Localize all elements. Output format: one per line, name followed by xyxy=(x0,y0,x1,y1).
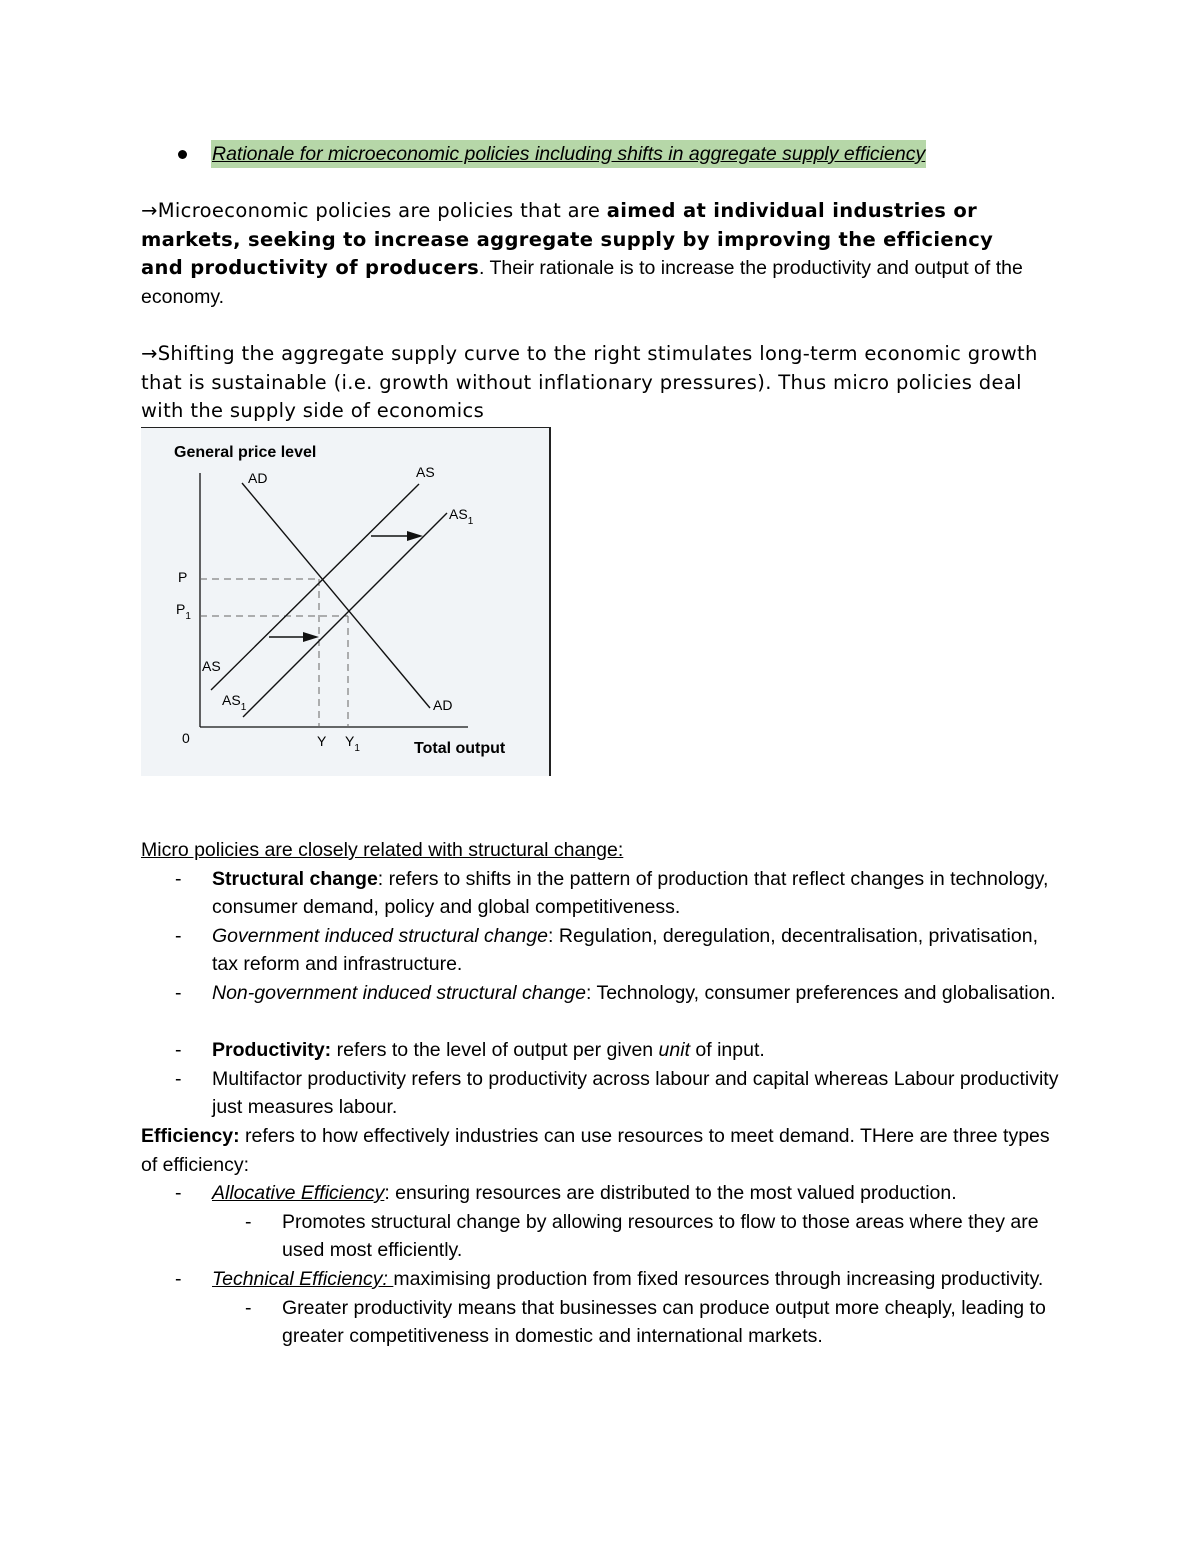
list-item xyxy=(141,922,1061,979)
y1-tick-label xyxy=(345,733,360,754)
sub-list-item xyxy=(141,1208,1061,1265)
list-item xyxy=(141,1036,1061,1065)
definition-text: refers to how effectively industries can use resources to meet demand. THere are three types of efficiency: xyxy=(141,1124,1050,1176)
as1-label-bottom xyxy=(222,692,247,713)
diagram-svg xyxy=(141,428,549,776)
sub-list-item xyxy=(141,1294,1061,1351)
term-government-induced: Government induced structural change xyxy=(212,924,549,947)
spacer xyxy=(141,1008,1061,1037)
term-technical-efficiency: Technical Efficiency: xyxy=(212,1267,394,1290)
as-label-top: AS xyxy=(416,464,435,480)
arrow-head-lower-icon xyxy=(303,632,319,642)
para1-text-start: Microeconomic policies are policies that are xyxy=(157,199,607,222)
origin-label: 0 xyxy=(182,730,190,746)
sub-item-text: Greater productivity means that businesses can produce output more cheaply, leading to greater competitiveness in domestic and international markets. xyxy=(282,1296,1046,1348)
dash-glyph: - xyxy=(245,1296,252,1319)
dash-glyph: - xyxy=(245,1210,252,1233)
dash-glyph: - xyxy=(175,1039,182,1062)
term-structural-change: Structural change xyxy=(212,867,378,890)
section-title-text: Micro policies are closely related with structural change: xyxy=(141,839,624,861)
dash-glyph: - xyxy=(175,1067,182,1090)
ad-label-bottom: AD xyxy=(433,697,453,713)
as-label-bottom: AS xyxy=(202,658,221,674)
paragraph-shifting-supply: →Shifting the aggregate supply curve to the right stimulates long-term economic growth that is sustainable (i.e. growth without inflationary pressures). Thus micro policies deal with the supply side of economics xyxy=(141,342,1038,423)
dash-glyph: - xyxy=(175,867,182,890)
definition-text: : Technology, consumer preferences and globalisation. xyxy=(585,981,1056,1004)
as1-bottom-sub: 1 xyxy=(240,702,247,713)
p1-main: P xyxy=(176,601,186,617)
multifactor-text: Multifactor productivity refers to productivity across labour and capital whereas Labour productivity just measures labour. xyxy=(212,1067,1059,1119)
as-ad-diagram xyxy=(141,427,551,776)
list-item xyxy=(141,1065,1061,1122)
list-item xyxy=(141,865,1061,922)
structural-change-section xyxy=(141,836,1061,1351)
y-tick-label: Y xyxy=(317,733,327,749)
italic-word: unit xyxy=(658,1039,690,1062)
term-efficiency: Efficiency: xyxy=(141,1124,240,1147)
as1-bottom-main: AS xyxy=(222,692,241,708)
term-non-government-induced: Non-government induced structural change xyxy=(212,981,586,1004)
definition-text: : Regulation, deregulation, decentralisation, privatisation, tax reform and infrastructure. xyxy=(212,924,1038,976)
section-title xyxy=(141,836,1061,865)
p-tick-label: P xyxy=(178,569,188,585)
definition-text: refers to the level of output per given xyxy=(331,1039,659,1062)
list-item xyxy=(141,1179,1061,1208)
bullet-icon xyxy=(178,150,187,159)
para1-bold-text: aimed at individual industries or markets, seeking to increase aggregate supply by improving the efficiency and productivity of producers xyxy=(141,199,994,280)
list-item xyxy=(141,1265,1061,1294)
list-item xyxy=(141,979,1061,1008)
term-allocative-efficiency: Allocative Efficiency xyxy=(212,1182,385,1205)
as1-label-top xyxy=(449,506,474,527)
p1-sub: 1 xyxy=(185,611,191,622)
para1-text-end: . Their rationale is to increase the productivity and output of the economy. xyxy=(141,257,1023,308)
ad-label-top: AD xyxy=(248,470,268,486)
dash-glyph: - xyxy=(175,1182,182,1205)
as-curve xyxy=(211,484,419,690)
x-axis-title: Total output xyxy=(414,740,506,757)
y1-main: Y xyxy=(345,733,355,749)
as1-top-main: AS xyxy=(449,506,468,522)
sub-item-text: Promotes structural change by allowing resources to flow to those areas where they are used most efficiently. xyxy=(282,1210,1039,1262)
efficiency-paragraph xyxy=(141,1122,1061,1179)
dash-glyph: - xyxy=(175,1267,182,1290)
arrow-glyph: → xyxy=(141,199,158,222)
definition-text: : ensuring resources are distributed to the most valued production. xyxy=(384,1182,957,1205)
dash-glyph: - xyxy=(175,924,182,947)
as1-top-sub: 1 xyxy=(467,516,474,527)
y1-sub: 1 xyxy=(354,743,360,754)
y-axis-title: General price level xyxy=(174,444,317,461)
definition-text: : refers to shifts in the pattern of production that reflect changes in technology, consumer demand, policy and global competitiveness. xyxy=(212,867,1049,919)
definition-text: maximising production from fixed resources through increasing productivity. xyxy=(393,1267,1044,1290)
definition-text-end: of input. xyxy=(690,1039,765,1062)
as1-curve xyxy=(240,513,447,717)
heading-text: Rationale for microeconomic policies including shifts in aggregate supply efficiency xyxy=(211,140,926,168)
term-productivity: Productivity: xyxy=(212,1039,332,1062)
paragraph-microeconomic-policies xyxy=(141,197,1041,311)
dash-glyph: - xyxy=(175,981,182,1004)
ad-curve xyxy=(242,483,430,708)
p1-tick-label xyxy=(176,601,191,622)
